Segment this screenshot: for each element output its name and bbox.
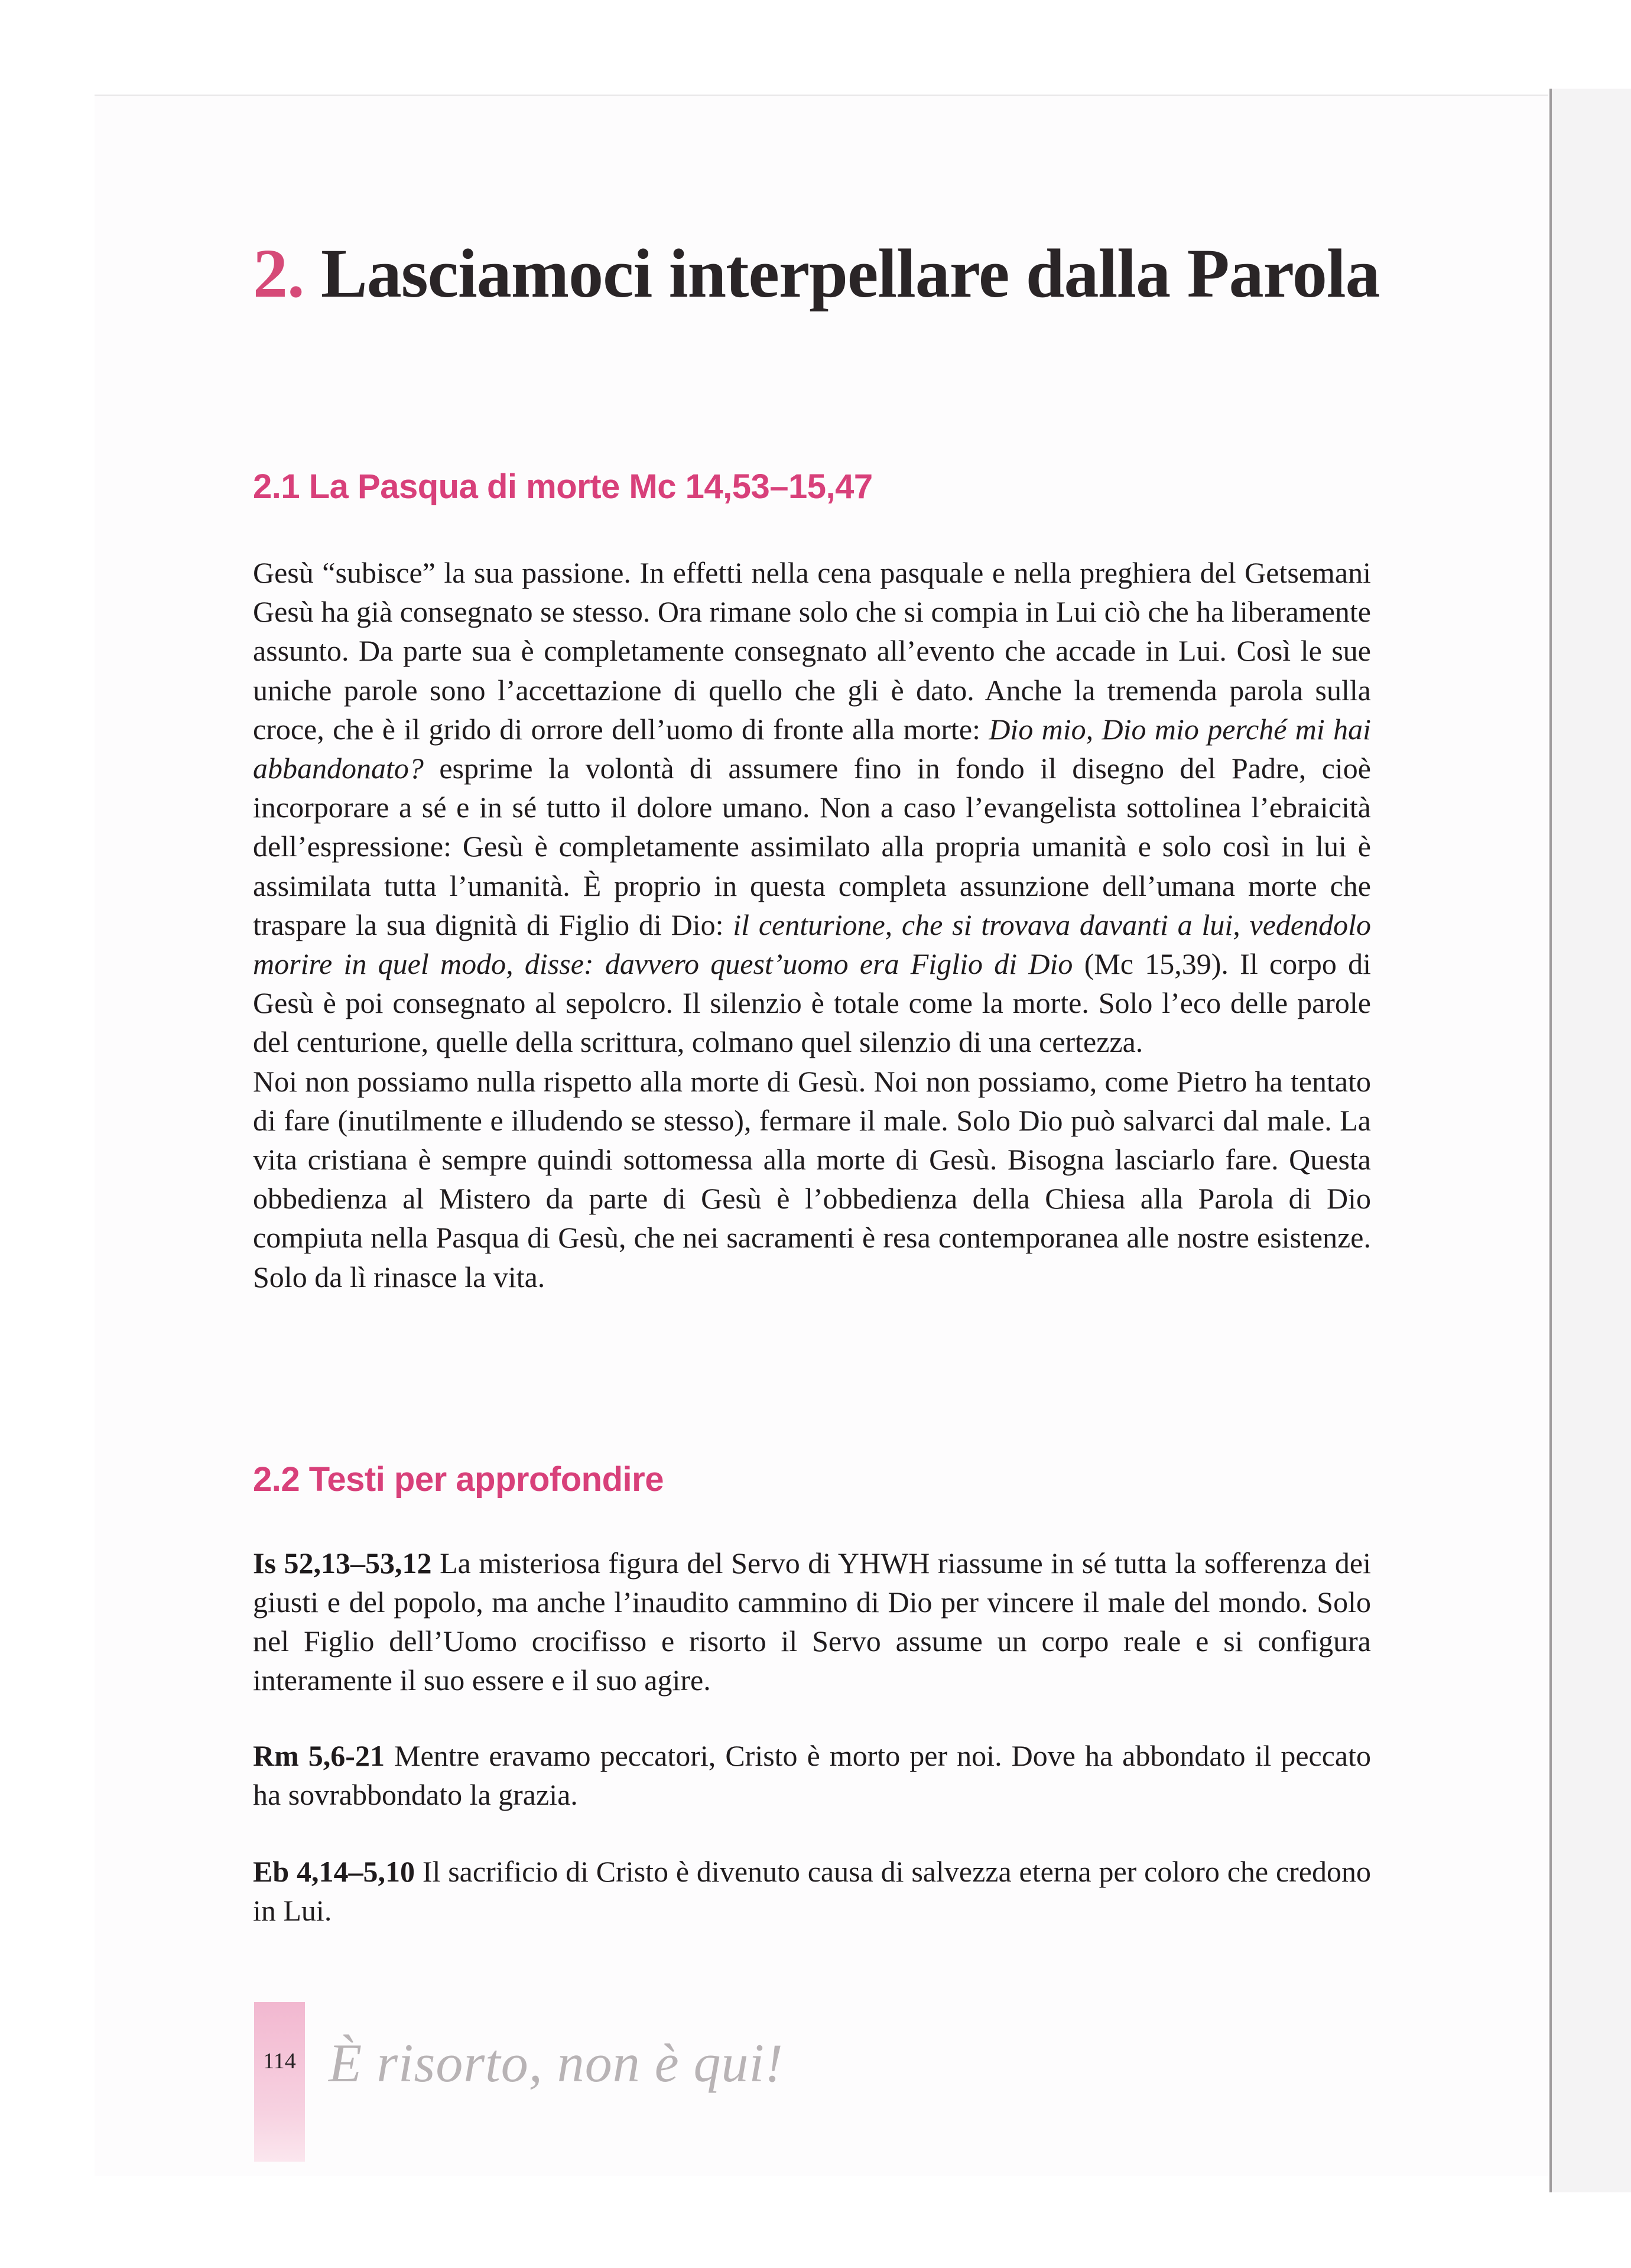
facing-page-edge (1549, 89, 1631, 2192)
chapter-number: 2. (253, 235, 304, 312)
section-heading-2-2: 2.2 Testi per approfondire (253, 1460, 664, 1499)
reference-text: Il sacrificio di Cristo è divenuto causa di salvezza eterna per coloro che credono in Lui. (253, 1855, 1371, 1927)
paragraph-2: Noi non possiamo nulla rispetto alla morte di Gesù. Noi non possiamo, come Pietro ha tentato di fare (inutilmente e illudendo se stesso), fermare il male. Solo Dio può salvarci dal male. La vita cristiana è sempre quindi sottomessa alla morte di Gesù. Bisogna lasciarlo fare. Questa obbedienza al Mistero da parte di Gesù è l’obbedienza della Chiesa alla Parola di Dio compiuta nella Pasqua di Gesù, che nei sacramenti è resa contemporanea alle nostre esistenze. Solo da lì rinasce la vita. (253, 1064, 1371, 1294)
reference-text: Mentre eravamo peccatori, Cristo è morto per noi. Dove ha abbondato il peccato ha sovrabbondato la grazia. (253, 1739, 1371, 1811)
text-run: esprime la volontà di assumere fino in fondo il disegno del Padre, cioè incorporare a sé e in sé tutto il dolore umano. Non a caso l’evangelista sottolinea l’ebraicità dell’espressione: Gesù è completamente assimilato alla propria umanità e solo così in lui è assimilata tutta l’umanità. È proprio in questa completa assunzione dell’umana morte che traspare la sua dignità di Figlio di Dio: (253, 752, 1371, 941)
paragraph-1 (253, 553, 1371, 1062)
reference-entry-eb (253, 1852, 1371, 1930)
chapter-title (253, 233, 1380, 314)
reference-label: Rm 5,6-21 (253, 1739, 385, 1772)
reference-entry-is (253, 1544, 1371, 1700)
running-title: È risorto, non è qui! (329, 2033, 784, 2093)
section-heading-2-1: 2.1 La Pasqua di morte Mc 14,53–15,47 (253, 467, 873, 506)
reference-label: Eb 4,14–5,10 (253, 1855, 415, 1888)
section-1-body (253, 553, 1371, 1297)
quote-italic: Dio mio, Dio mio perché mi hai abbandonato? (253, 712, 1371, 785)
page-number: 114 (263, 2049, 296, 2074)
reference-entry-rm (253, 1736, 1371, 1814)
reference-text: La misteriosa figura del Servo di YHWH riassume in sé tutta la sofferenza dei giusti e del popolo, ma anche l’inaudito cammino di Dio per vincere il male del mondo. Solo nel Figlio dell’Uomo crocifisso e risorto il Servo assume un corpo reale e si configura interamente il suo essere e il suo agire. (253, 1546, 1372, 1697)
text-run: (Mc 15,39). Il corpo di Gesù è poi consegnato al sepolcro. Il silenzio è totale come la morte. Solo l’eco delle parole del centurione, quelle della scrittura, colmano quel silenzio di una certezza. (253, 947, 1371, 1059)
footer-accent-bar (254, 2002, 305, 2162)
quote-italic: il centurione, che si trovava davanti a lui, vedendolo morire in quel modo, disse: davvero quest’uomo era Figlio di Dio (253, 908, 1371, 981)
chapter-title-text: Lasciamoci interpellare dalla Parola (321, 235, 1380, 312)
text-run: Gesù “subisce” la sua passione. In effetti nella cena pasquale e nella preghiera del Getsemani Gesù ha già consegnato se stesso. Ora rimane solo che si compia in Lui ciò che ha liberamente assunto. Da parte sua è completamente consegnato all’evento che accade in Lui. Così le sue uniche parole sono l’accettazione di quello che gli è dato. Anche la tremenda parola sulla croce, che è il grido di orrore dell’uomo di fronte alla morte: (253, 556, 1371, 746)
reference-label: Is 52,13–53,12 (253, 1546, 432, 1580)
